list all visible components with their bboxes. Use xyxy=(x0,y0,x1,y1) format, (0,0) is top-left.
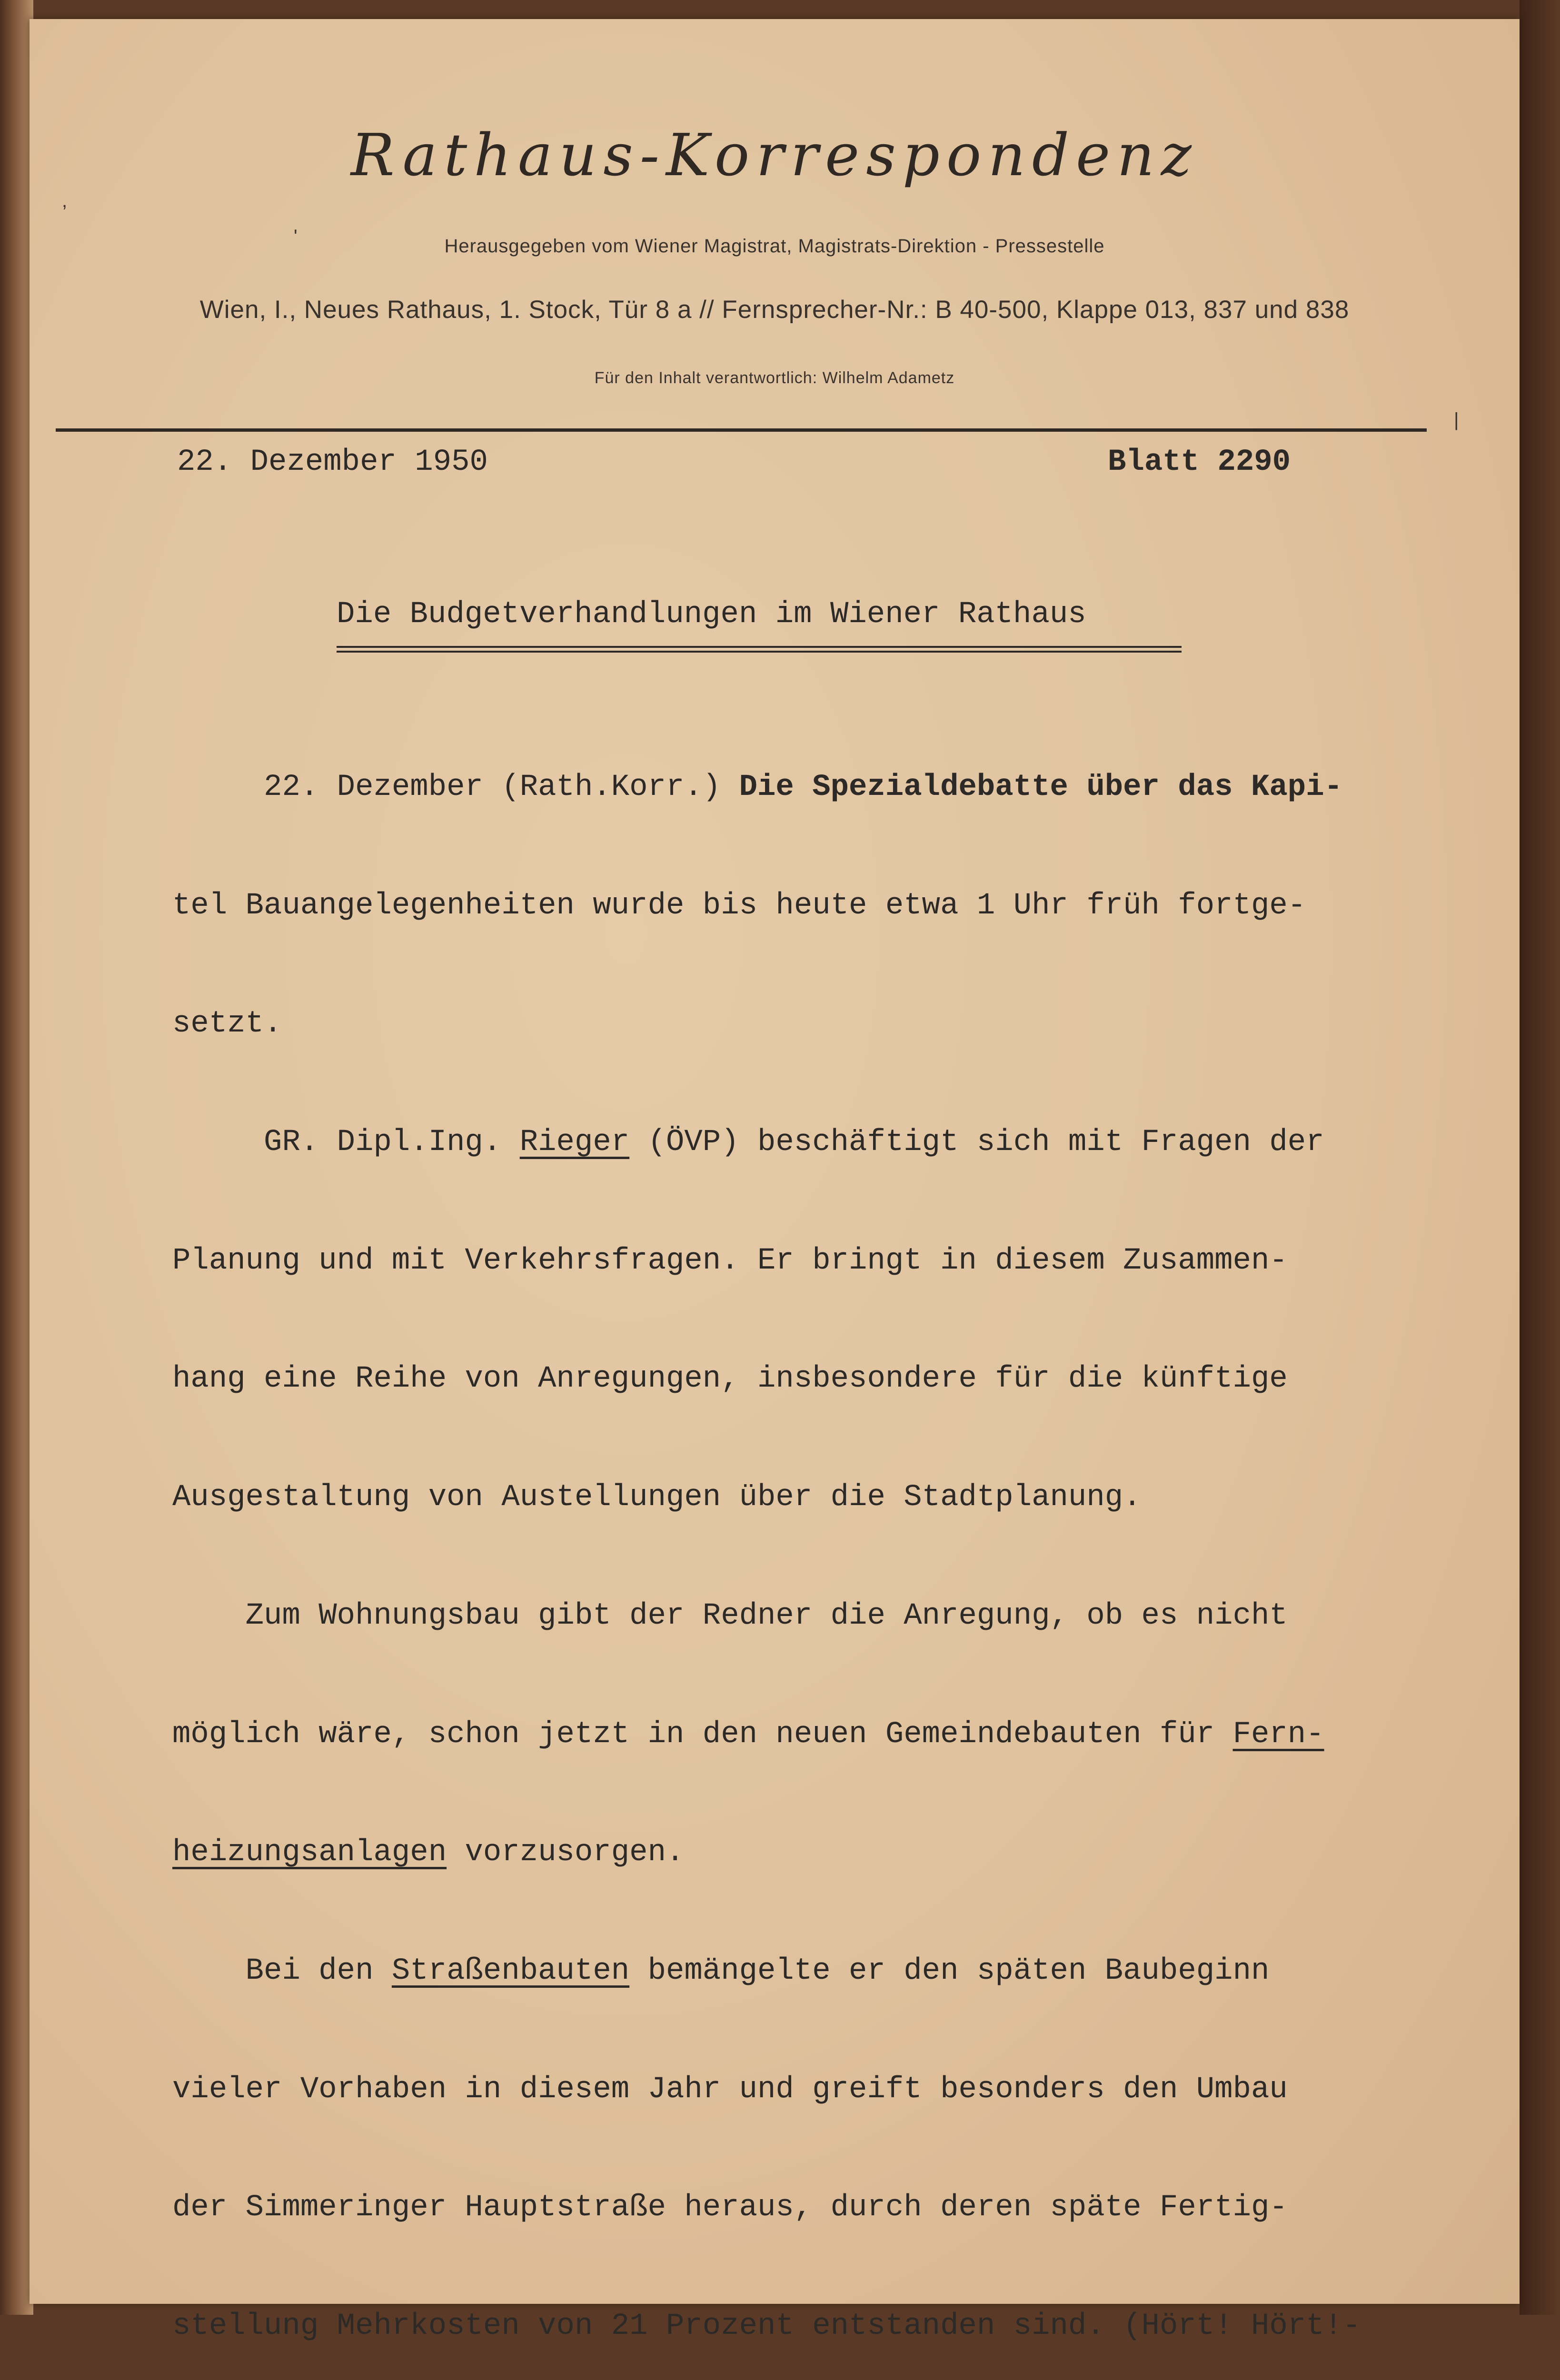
speck-mark: | xyxy=(1454,409,1459,430)
masthead-responsible: Für den Inhalt verantwortlich: Wilhelm Adametz xyxy=(594,369,955,387)
masthead-title: Rathaus-Korrespondenz xyxy=(350,121,1199,189)
text-line: der Simmeringer Hauptstraße heraus, durch deren späte Fertig- xyxy=(172,2191,1288,2225)
masthead-publisher: Herausgegeben vom Wiener Magistrat, Magistrats-Direktion - Pressestelle xyxy=(444,236,1105,257)
text-line: GR. Dipl.Ing. Rieger (ÖVP) beschäftigt sich mit Fragen der xyxy=(172,1125,1324,1160)
underlined-term: Fern- xyxy=(1232,1717,1324,1752)
text-line: möglich wäre, schon jetzt in den neuen Gemeindebauten für Fern- xyxy=(172,1717,1324,1752)
masthead-divider xyxy=(56,428,1427,432)
text-line: Bei den Straßenbauten bemängelte er den späten Baubeginn xyxy=(172,1954,1270,1988)
left-page-edge xyxy=(0,0,33,2315)
headline-double-underline xyxy=(337,645,1182,654)
underlined-name: Rieger xyxy=(519,1125,630,1160)
text-line: 22. Dezember (Rath.Korr.) Die Spezialdebatte über das Kapi- xyxy=(172,770,1342,804)
text-line: heizungsanlagen vorzusorgen. xyxy=(172,1835,685,1870)
text-line: tel Bauangelegenheiten wurde bis heute etwa 1 Uhr früh fortge- xyxy=(172,888,1306,923)
article-headline: Die Budgetverhandlungen im Wiener Rathaus xyxy=(337,597,1086,632)
underlined-term: Straßenbauten xyxy=(391,1954,630,1988)
text-line: Ausgestaltung von Austellungen über die Stadtplanung. xyxy=(172,1480,1142,1515)
scan-background-right xyxy=(1520,0,1560,2315)
text-line: Planung und mit Verkehrsfragen. Er bringt in diesem Zusammen- xyxy=(172,1243,1288,1278)
speck-mark: ' xyxy=(294,226,298,247)
sheet-number: Blatt 2290 xyxy=(1108,445,1291,479)
document-page xyxy=(30,19,1520,2343)
article-body xyxy=(172,694,1505,2380)
text-line: hang eine Reihe von Anregungen, insbesondere für die künftige xyxy=(172,1362,1288,1397)
speck-mark: , xyxy=(62,190,68,211)
underlined-term: heizungsanlagen xyxy=(172,1835,447,1870)
text-line: stellung Mehrkosten von 21 Prozent entstanden sind. (Hört! Hört!- xyxy=(172,2309,1361,2343)
text-line: Zum Wohnungsbau gibt der Redner die Anregung, ob es nicht xyxy=(172,1598,1288,1633)
text-line: setzt. xyxy=(172,1007,282,1041)
text-line: vieler Vorhaben in diesem Jahr und greift besonders den Umbau xyxy=(172,2072,1288,2107)
issue-date: 22. Dezember 1950 xyxy=(177,445,488,479)
masthead-address: Wien, I., Neues Rathaus, 1. Stock, Tür 8 a // Fernsprecher-Nr.: B 40-500, Klappe 013, 837 und 838 xyxy=(199,296,1350,324)
